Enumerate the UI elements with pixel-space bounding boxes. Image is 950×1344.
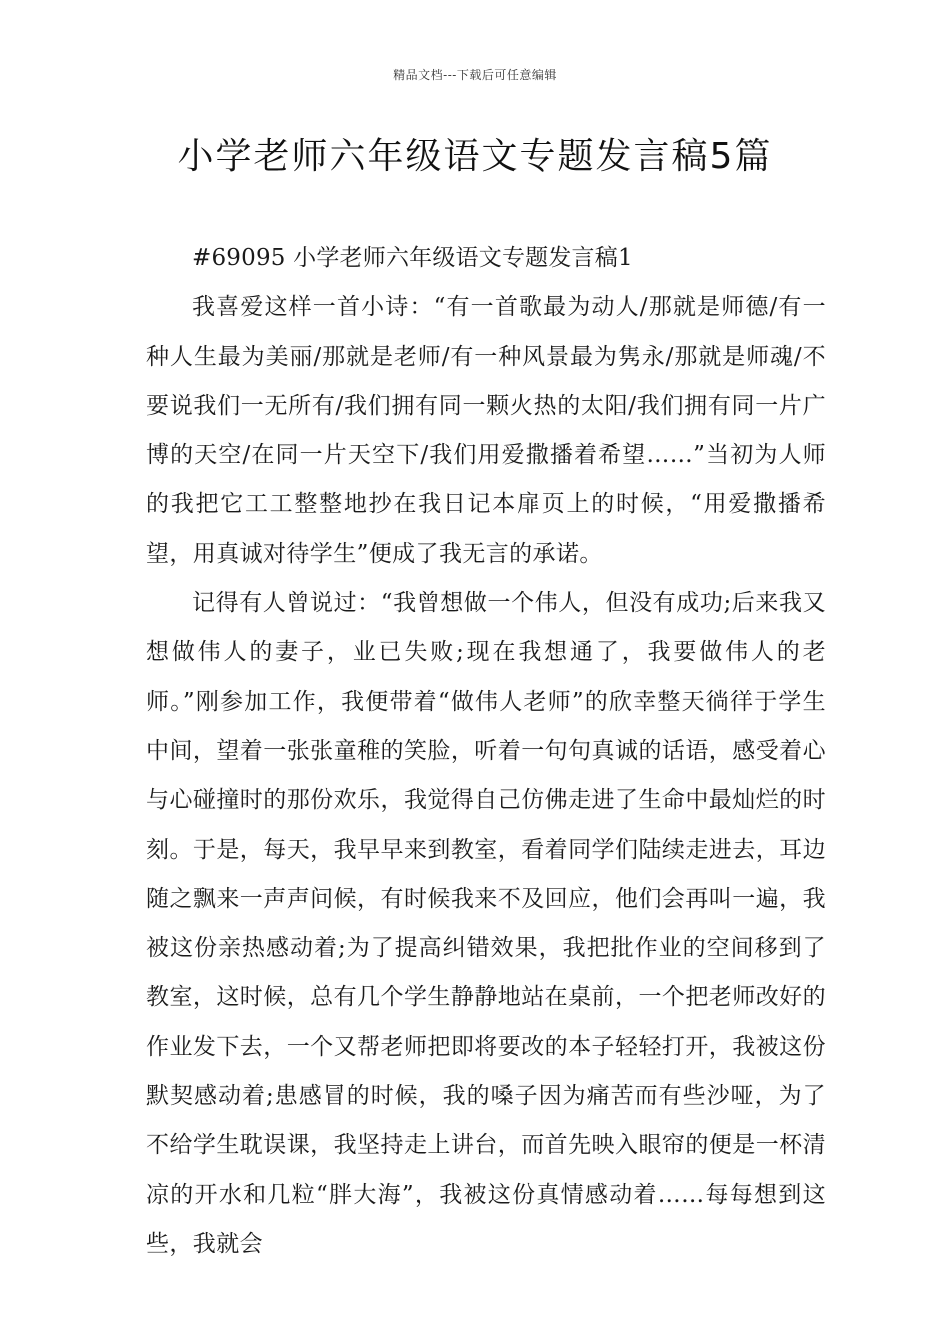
document-title: 小学老师六年级语文专题发言稿5篇 <box>177 136 773 177</box>
section-heading: #69095 小学老师六年级语文专题发言稿1 <box>192 245 633 271</box>
header-note: 精品文档---下载后可任意编辑 <box>393 68 557 82</box>
body-paragraph: 记得有人曾说过：“我曾想做一个伟人，但没有成功;后来我又想做伟人的妻子，业已失败;现在我想通了，我要做伟人的老师。”刚参加工作，我便带着“做伟人老师”的欣幸整天徜徉于学生中间，望着一张张童稚的笑脸，听着一句句真诚的话语，感受着心与心碰撞时的那份欢乐，我觉得自己仿佛走进了生命中最灿烂的时刻。于是，每天，我早早来到教室，看着同学们陆续走进去，耳边随之飘来一声声问候，有时候我来不及回应，他们会再叫一遍，我被这份亲热感动着;为了提高纠错效果，我把批作业的空间移到了教室，这时候，总有几个学生静静地站在桌前，一个把老师改好的作业发下去，一个又帮老师把即将要改的本子轻轻打开，我被这份默契感动着;患感冒的时候，我的嗓子因为痛苦而有些沙哑，为了不给学生耽误课，我坚持走上讲台，而首先映入眼帘的便是一杯清凉的开水和几粒“胖大海”，我被这份真情感动着……每每想到这些，我就会 <box>146 590 826 1257</box>
document-body <box>146 234 826 1269</box>
body-paragraph: 我喜爱这样一首小诗：“有一首歌最为动人/那就是师德/有一种人生最为美丽/那就是老师/有一种风景最为隽永/那就是师魂/不要说我们一无所有/我们拥有同一颗火热的太阳/我们拥有同一片广博的天空/在同一片天空下/我们用爱撒播着希望……”当初为人师的我把它工工整整地抄在我日记本扉页上的时候，“用爱撒播希望，用真诚对待学生”便成了我无言的承诺。 <box>146 294 826 567</box>
